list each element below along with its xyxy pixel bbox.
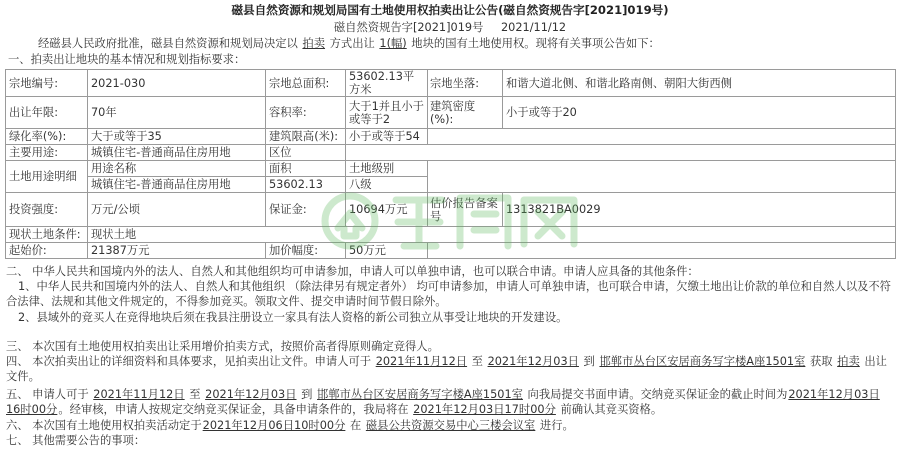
underlined-value: 邯郸市丛台区安居商务写字楼A座1501室 <box>317 388 523 401</box>
empty-cell <box>428 161 896 193</box>
empty-cell <box>428 243 896 259</box>
text-segment: 五、 申请人可于 <box>6 388 93 401</box>
text-segment: 1、中华人民共和国境内外的法人、自然人和其他组织 （除法律另有规定者外） 均可申请参加，申请人可单独申请，也可联合申请，欠缴土地出让价款的单位和自然人以及不符合法律、法规和其他文件规定的，不得参加竞买。领取文件、提交申请时间节假日除外。 <box>6 280 891 308</box>
term-label: 出让年限: <box>6 97 88 129</box>
document-number: 磁自然资规告字[2021]019号 <box>333 21 484 34</box>
text-segment: 向我局提交书面申请。交纳竞买保证金的截止时间为 <box>523 388 788 401</box>
table-row <box>6 70 896 97</box>
parcel-number-label: 宗地编号: <box>6 70 88 97</box>
text-segment: 至 <box>468 355 487 368</box>
empty-cell <box>428 129 896 145</box>
text-segment: 获取 <box>806 355 837 368</box>
table-row <box>6 145 896 161</box>
table-row <box>6 97 896 129</box>
text-segment: 二、 中华人民共和国境内外的法人、自然人和其他组织均可申请参加，申请人可以单独申请，也可以联合申请。申请人应具备的其他条件： <box>6 265 699 278</box>
text-segment: 地块的国有土地使用权。现将有关事项公告如下： <box>407 37 660 50</box>
text-segment: 到 <box>297 388 317 401</box>
intro-paragraph <box>6 36 892 51</box>
section-2 <box>6 264 892 279</box>
zone-value <box>346 145 896 161</box>
increment-label: 加价幅度: <box>266 243 346 259</box>
text-segment: 六、 本次国有土地使用权拍卖活动定于 <box>6 419 202 432</box>
text-segment: 出让文件。 <box>6 355 887 383</box>
underlined-value: 2021年12月03日17时00分 <box>413 403 556 416</box>
use-detail-label: 土地用途明细 <box>6 161 88 193</box>
document-meta <box>6 20 894 35</box>
start-price-label: 起始价: <box>6 243 88 259</box>
appraisal-number-value: 1313821BA0029 <box>503 193 896 227</box>
main-use-label: 主要用途: <box>6 145 88 161</box>
start-price-value: 21387万元 <box>88 243 266 259</box>
text-segment: 四、 本次拍卖出让的详细资料和具体要求，见拍卖出让文件。申请人可于 <box>6 355 375 368</box>
location-value: 和谐大道北侧、和谐北路南侧、朝阳大街西侧 <box>503 70 896 97</box>
total-area-label: 宗地总面积: <box>266 70 346 97</box>
section-6 <box>6 418 892 433</box>
table-row <box>6 193 896 227</box>
text-segment: 前确认其竞买资格。 <box>556 403 663 416</box>
text-segment: 七、 其他需要公告的事项： <box>6 434 146 447</box>
table-row <box>6 227 896 243</box>
text-segment: 在 <box>346 419 365 432</box>
increment-value: 50万元 <box>346 243 428 259</box>
location-label: 宗地坐落: <box>428 70 503 97</box>
zone-label: 区位 <box>266 145 346 161</box>
text-segment: 方式出让 <box>326 37 379 50</box>
investment-label: 投资强度: <box>6 193 88 227</box>
deposit-value: 10694万元 <box>346 193 428 227</box>
use-detail-header-area: 面积 <box>266 161 346 177</box>
height-limit-label: 建筑限高(米): <box>266 129 346 145</box>
publish-date: 2021/11/12 <box>500 21 567 34</box>
section-4 <box>6 354 892 384</box>
use-detail-grade: 八级 <box>346 177 428 193</box>
term-value: 70年 <box>88 97 266 129</box>
underlined-value: 2021年12月03日 <box>487 355 579 368</box>
underlined-value: 1(幅) <box>379 37 407 50</box>
underlined-value: 拍卖 <box>837 355 860 368</box>
parcel-info-table <box>5 69 896 259</box>
underlined-value: 磁县公共资源交易中心三楼会议室 <box>365 419 536 432</box>
main-use-value: 城镇住宅-普通商品住房用地 <box>88 145 266 161</box>
table-row <box>6 243 896 259</box>
use-detail-name: 城镇住宅-普通商品住房用地 <box>88 177 266 193</box>
underlined-value: 2021年11月12日 <box>93 388 185 401</box>
use-detail-header-grade: 土地级别 <box>346 161 428 177</box>
underlined-value: 2021年12月03日 <box>205 388 297 401</box>
text-segment: 经磁县人民政府批准，磁县自然资源和规划局决定以 <box>38 37 302 50</box>
land-condition-value: 现状土地 <box>88 227 896 243</box>
text-segment: 三、 本次国有土地使用权拍卖出让采用增价拍卖方式，按照价高者得原则确定竞得人。 <box>6 340 439 353</box>
text-segment: 2、县域外的竞买人在竞得地块后须在我县注册设立一家具有法人资格的新公司独立从事受让地块的开发建设。 <box>18 311 568 324</box>
section-2-item-1 <box>6 279 892 309</box>
section-5 <box>6 387 892 417</box>
deposit-label: 保证金: <box>266 193 346 227</box>
underlined-value: 2021年12月03日16时00分 <box>6 388 880 416</box>
floor-area-ratio-value: 大于1并且小于或等于2 <box>346 97 428 129</box>
table-row <box>6 129 896 145</box>
text-segment: 至 <box>185 388 205 401</box>
green-ratio-value: 大于或等于35 <box>88 129 266 145</box>
use-detail-area: 53602.13 <box>266 177 346 193</box>
building-density-value: 小于或等于20 <box>503 97 896 129</box>
parcel-number-value: 2021-030 <box>88 70 266 97</box>
section-3 <box>6 339 892 354</box>
building-density-label-cell <box>428 97 503 129</box>
text-segment: 到 <box>579 355 599 368</box>
section-1-heading: 一、拍卖出让地块的基本情况和规划指标要求： <box>8 53 246 66</box>
height-limit-value: 小于或等于54 <box>346 129 428 145</box>
underlined-value: 拍卖 <box>302 37 326 50</box>
appraisal-number-label: 估价报告备案号 <box>428 193 503 227</box>
investment-value: 万元/公顷 <box>88 193 266 227</box>
text-segment: 进行。 <box>536 419 574 432</box>
building-density-label: 建筑密度(%): <box>430 99 476 126</box>
land-condition-label: 现状土地条件: <box>6 227 88 243</box>
total-area-value: 53602.13平方米 <box>346 70 428 97</box>
underlined-value: 邯郸市丛台区安居商务写字楼A座1501室 <box>599 355 806 368</box>
green-ratio-label: 绿化率(%): <box>6 129 88 145</box>
table-row <box>6 161 896 177</box>
announcement-title: 磁县自然资源和规划局国有土地使用权拍卖出让公告(磁自然资规告字[2021]019号) <box>231 3 669 17</box>
use-detail-header-name: 用途名称 <box>88 161 266 177</box>
underlined-value: 2021年11月12日 <box>375 355 468 368</box>
section-2-item-2 <box>6 310 892 325</box>
section-7 <box>6 433 892 448</box>
underlined-value: 2021年12月06日10时00分 <box>202 419 346 432</box>
text-segment: 。经审核，申请人按规定交纳竞买保证金，具备申请条件的，我局将在 <box>58 403 413 416</box>
floor-area-ratio-label: 容积率: <box>266 97 346 129</box>
